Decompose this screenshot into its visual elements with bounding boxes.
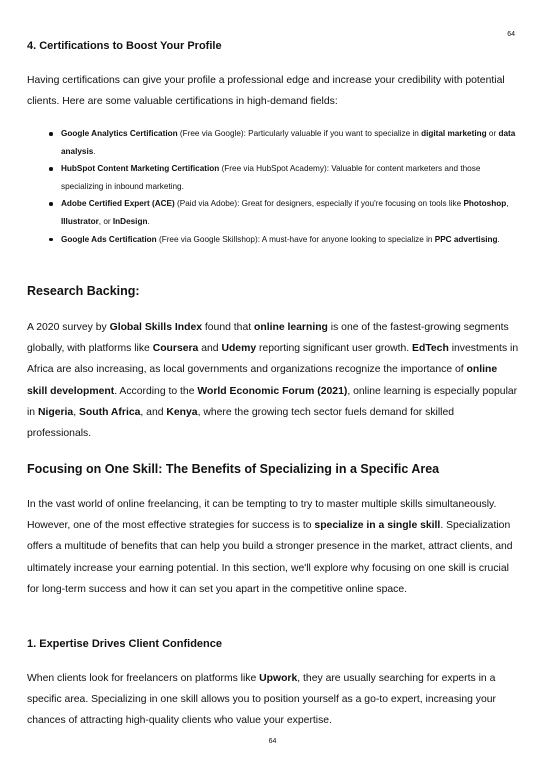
- text-run: . According to the: [114, 385, 198, 397]
- cert-emphasis: Illustrator: [61, 216, 99, 226]
- cert-text: (Free via Google Skillshop): A must-have for anyone looking to specialize in: [156, 234, 435, 244]
- cert-text: or: [486, 129, 499, 138]
- section-heading-expertise: 1. Expertise Drives Client Confidence: [27, 638, 223, 650]
- text-run: , online learning is especially popular in: [27, 385, 518, 418]
- text-run: . Specialization offers a multitude of benefits that can help you build a stronger presence in the market, attract clients, and ultimately increase your earning potential. In this section, we'll explore why focusing on one skill is crucial for long-term success and how it can set you apart in the competitive online space.: [27, 520, 513, 595]
- text-run: reporting significant user growth.: [256, 343, 413, 355]
- emphasis: Global Skills Index: [109, 322, 202, 333]
- cert-text: .: [497, 234, 500, 244]
- certifications-intro: Having certifications can give your profile a professional edge and increase your credibility with potential clients. Here are some valuable certifications in high-demand fields:: [27, 75, 505, 108]
- section-heading-focus: Focusing on One Skill: The Benefits of Specializing in a Specific Area: [27, 462, 440, 476]
- page-number-bottom: 64: [268, 738, 277, 745]
- cert-text: (Free via HubSpot Academy): Valuable for content marketers and those specializing in inbound marketing.: [61, 164, 481, 191]
- text-run: ,: [73, 406, 79, 418]
- cert-emphasis: digital marketing: [421, 129, 487, 138]
- text-run: In the vast world of online freelancing, it can be tempting to try to master multiple skills simultaneously. However, one of the most effective strategies for success is to: [27, 499, 497, 532]
- section-heading-certifications: 4. Certifications to Boost Your Profile: [27, 40, 222, 52]
- cert-title: Google Analytics Certification: [61, 129, 178, 138]
- text-run: When clients look for freelancers on platforms like: [27, 673, 260, 684]
- cert-emphasis: InDesign: [112, 216, 148, 226]
- page-number-top: 64: [507, 31, 515, 38]
- emphasis: online learning: [254, 322, 328, 333]
- text-run: and: [198, 343, 222, 355]
- section-heading-research: Research Backing:: [27, 284, 140, 298]
- emphasis: specialize in a single skill: [314, 520, 441, 532]
- cert-text: (Free via Google): Particularly valuable if you want to specialize in: [177, 129, 422, 138]
- research-paragraph: [27, 317, 519, 444]
- list-item: [27, 125, 519, 160]
- text-run: , where the growing tech sector fuels demand for skilled professionals.: [27, 406, 455, 440]
- cert-title: Google Ads Certification: [61, 234, 157, 244]
- list-item: [27, 231, 519, 249]
- text-run: , they are usually searching for experts in a specific area. Specializing in one skill allows you to position yourself as a go-to expert, increasing your chances of attracting high-quality clients who value your expertise.: [27, 673, 496, 727]
- cert-text: , or: [98, 216, 113, 226]
- cert-emphasis: PPC advertising: [434, 234, 498, 244]
- list-item: [27, 160, 519, 195]
- cert-text: .: [147, 216, 150, 226]
- text-run: is one of the fastest-growing segments globally, with platforms like: [27, 322, 509, 355]
- cert-text: (Paid via Adobe): Great for designers, especially if you're focusing on tools like: [174, 199, 464, 209]
- expertise-paragraph: [27, 668, 519, 732]
- emphasis: Coursera: [152, 343, 199, 355]
- certifications-list: [27, 125, 519, 248]
- emphasis: EdTech: [412, 343, 449, 355]
- cert-emphasis: Photoshop: [463, 199, 507, 209]
- list-item: [27, 195, 519, 230]
- emphasis: Udemy: [221, 343, 257, 355]
- emphasis: Upwork: [259, 673, 298, 684]
- cert-emphasis: data analysis: [61, 129, 516, 156]
- emphasis: online skill development: [27, 364, 498, 397]
- text-run: A 2020 survey by: [27, 322, 110, 333]
- cert-title: Adobe Certified Expert (ACE): [61, 199, 175, 209]
- text-run: found that: [202, 322, 254, 333]
- emphasis: Kenya: [166, 406, 198, 418]
- emphasis: South Africa: [79, 406, 141, 418]
- cert-text: ,: [506, 199, 509, 209]
- cert-text: .: [93, 146, 96, 156]
- text-run: investments in Africa are also increasing, as local governments and organizations recognize the importance of: [27, 343, 519, 376]
- emphasis: Nigeria: [37, 406, 74, 418]
- emphasis: World Economic Forum (2021): [197, 385, 348, 397]
- cert-title: HubSpot Content Marketing Certification: [61, 164, 220, 174]
- focus-paragraph: [27, 494, 519, 600]
- text-run: , and: [140, 406, 167, 418]
